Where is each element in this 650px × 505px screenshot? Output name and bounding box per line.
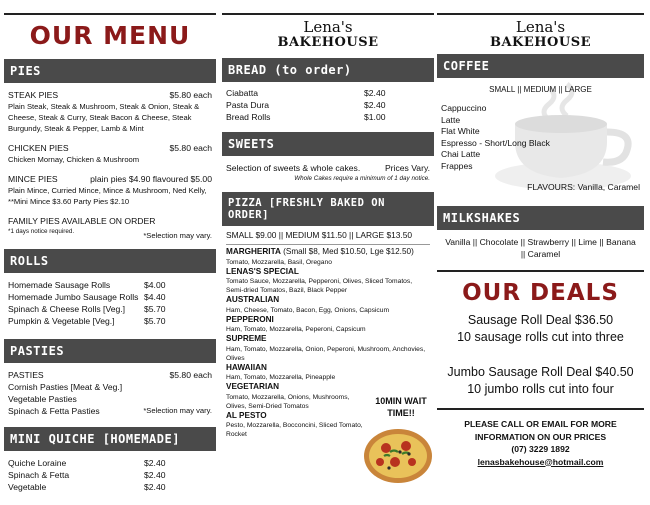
menu-item-price: $5.70 [144, 304, 166, 314]
coffee-item: Frappes [441, 160, 473, 171]
brand-sub: BAKEHOUSE [489, 35, 592, 50]
menu-item-name: Ciabatta [226, 88, 259, 98]
pizza-desc: Pesto, Mozzarella, Bocconcini, Sliced Tomato, Rocket [226, 422, 363, 438]
contact-phone: (07) 3229 1892 [511, 444, 570, 454]
mince-pies-note: **Mini Mince $3.60 Party Pies $2.10 [8, 197, 130, 206]
sweets-note: Whole Cakes require a minimum of 1 day notice. [294, 175, 430, 182]
deal-title: Sausage Roll Deal $36.50 [467, 313, 614, 327]
sweets-line: Selection of sweets & whole cakes. [226, 163, 361, 173]
coffee-item: Chai Latte [441, 149, 481, 159]
brand-name: Lena's [515, 18, 566, 36]
divider [437, 270, 644, 272]
menu-item-name: Vegetable [8, 482, 47, 492]
menu-item-price: $2.40 [144, 458, 166, 468]
pizza-desc: Ham, Tomato, Mozzarella, Pineapple [226, 374, 336, 381]
selection-note: *Selection may vary. [143, 406, 212, 415]
steak-pies-desc: Plain Steak, Steak & Mushroom, Steak & Onion, Steak & Cheese, Steak & Curry, Steak Bacon & Cheese, Steak Burgundy, Steak & Pepper, Lamb & Mint [8, 102, 200, 133]
steak-pies-name: STEAK PIES [8, 90, 59, 100]
pasty-item: Spinach & Fetta Pasties [8, 406, 100, 416]
bread-section [222, 82, 434, 123]
brand-sub: BAKEHOUSE [277, 35, 379, 50]
pizza-name: SUPREME [226, 334, 267, 343]
coffee-item: Espresso - Short/Long Black [441, 137, 550, 148]
sweets-section [222, 156, 434, 183]
pizza-name: HAWAIIAN [226, 362, 267, 372]
coffee-section [437, 78, 644, 198]
menu-item-price: $2.40 [144, 482, 166, 492]
pizza-name: AUSTRALIAN [226, 295, 280, 304]
menu-item-price: $2.40 [364, 88, 386, 98]
coffee-flavours: FLAVOURS: Vanilla, Caramel [527, 182, 640, 192]
notice-text: *1 days notice required. [8, 228, 75, 235]
pizza-extra: (Small $8, Med $10.50, Lge $12.50) [280, 247, 414, 256]
pizza-desc: Tomato Sauce, Mozzarella, Pepperoni, Olives, Sliced Tomatos, Semi-dried Tomatos, Bazil, Black Pepper [226, 278, 413, 294]
pizza-image [362, 424, 434, 489]
divider [437, 13, 644, 15]
pasties-name: PASTIES [8, 370, 44, 380]
section-header-pies: PIES [4, 59, 216, 83]
coffee-sizes: SMALL || MEDIUM || LARGE [489, 85, 592, 94]
section-header-sweets: SWEETS [222, 132, 434, 156]
divider [4, 13, 216, 15]
contact-line: INFORMATION ON OUR PRICES [474, 431, 607, 442]
mince-pies-price: plain pies $4.90 flavoured $5.00 [90, 174, 212, 184]
contact-section [437, 418, 644, 468]
pasty-item: Vegetable Pasties [8, 394, 77, 404]
menu-item-price: $1.00 [364, 112, 386, 122]
brand-name: Lena's [303, 18, 353, 36]
brand-logo [437, 19, 644, 50]
coffee-item: Latte [441, 114, 461, 125]
family-pies: FAMILY PIES AVAILABLE ON ORDER [8, 216, 156, 226]
pizza-desc: Ham, Cheese, Tomato, Bacon, Egg, Onions, Capsicum [226, 306, 390, 314]
brand-logo [222, 19, 434, 50]
menu-item-price: $4.40 [144, 292, 166, 302]
section-header-coffee: COFFEE [437, 54, 644, 78]
pizza-desc: Tomato, Mozzarella, Basil, Oregano [226, 258, 332, 266]
section-header-rolls: ROLLS [4, 249, 216, 273]
section-header-pasties: PASTIES [4, 339, 216, 363]
section-header-mini-quiche: MINI QUICHE [HOMEMADE] [4, 427, 216, 451]
pizza-name: PEPPERONI [226, 314, 274, 324]
deals-title: OUR DEALS [462, 280, 619, 306]
coffee-item: Flat White [441, 126, 480, 136]
chicken-pies-price: $5.80 each [169, 143, 212, 153]
rolls-section [4, 273, 216, 327]
divider [226, 244, 430, 245]
menu-item-name: Bread Rolls [226, 112, 271, 122]
menu-item-name: Spinach & Cheese Rolls [Veg.] [8, 304, 126, 314]
chicken-pies-name: CHICKEN PIES [8, 143, 69, 153]
menu-item-name: Pumpkin & Vegetable [Veg.] [8, 316, 115, 326]
mince-pies-name: MINCE PIES [8, 174, 58, 184]
column-coffee-deals [437, 0, 644, 468]
deal-title: Jumbo Sausage Roll Deal $40.50 [447, 365, 634, 379]
wait-time-note: 10MIN WAIT TIME!! [375, 396, 427, 418]
menu-item-price: $2.40 [144, 470, 166, 480]
mince-pies-desc: Plain Mince, Curried Mince, Mince & Mushroom, Ned Kelly, [8, 186, 207, 195]
section-header-pizza: PIZZA [FRESHLY BAKED ON ORDER] [222, 192, 434, 226]
pizza-desc: Tomato, Mozzarella, Onions, Mushrooms, Olives, Semi-Dried Tomatos [226, 393, 350, 410]
milkshakes-line: Vanilla || Chocolate || Strawberry || Lime || Banana || Caramel [445, 237, 636, 259]
steak-pies-price: $5.80 each [169, 90, 212, 100]
deal-desc: 10 sausage rolls cut into three [457, 330, 624, 344]
menu-item-price: $5.70 [144, 316, 166, 326]
menu-title: OUR MENU [29, 21, 191, 50]
pasties-section [4, 363, 216, 417]
pizza-desc: Ham, Tomato, Mozzarella, Peperoni, Capsicum [226, 326, 366, 333]
menu-item-price: $4.00 [144, 280, 166, 290]
pies-section [4, 83, 216, 241]
quiche-section [4, 451, 216, 493]
coffee-item: Cappuccino [441, 103, 487, 113]
contact-line: PLEASE CALL OR EMAIL FOR MORE [464, 419, 617, 429]
sweets-prices: Prices Vary. [384, 163, 430, 173]
section-header-milkshakes: MILKSHAKES [437, 206, 644, 230]
menu-item-name: Homemade Jumbo Sausage Rolls [8, 292, 139, 302]
chicken-pies-desc: Chicken Mornay, Chicken & Mushroom [8, 155, 140, 164]
divider [437, 408, 644, 410]
pizza-sizes: SMALL $9.00 || MEDIUM $11.50 || LARGE $13.50 [226, 230, 413, 240]
menu-item-name: Spinach & Fetta [8, 470, 70, 480]
pizza-desc: Ham, Tomato, Mozzarella, Onion, Peperoni, Mushroom, Anchovies, Olives [226, 345, 426, 362]
deals-section [437, 312, 644, 398]
menu-item-name: Quiche Loraine [8, 458, 67, 468]
pizza-name: AL PESTO [226, 410, 267, 420]
pasties-price: $5.80 each [169, 370, 212, 380]
menu-item-price: $2.40 [364, 100, 386, 110]
contact-email[interactable]: lenasbakehouse@hotmail.com [477, 456, 604, 467]
selection-note: *Selection may vary. [143, 231, 212, 240]
pasty-item: Cornish Pasties [Meat & Veg.] [8, 382, 123, 392]
divider [222, 13, 434, 15]
pizza-name: MARGHERITA [226, 247, 281, 256]
column-menu [4, 0, 216, 493]
deal-desc: 10 jumbo rolls cut into four [467, 382, 614, 396]
menu-item-name: Homemade Sausage Rolls [8, 280, 111, 290]
pizza-name: VEGETARIAN [226, 382, 280, 391]
column-bread-pizza [222, 0, 434, 439]
section-header-bread: BREAD (to order) [222, 58, 434, 82]
pizza-name: LENAS'S SPECIAL [226, 266, 299, 276]
menu-item-name: Pasta Dura [226, 100, 269, 110]
